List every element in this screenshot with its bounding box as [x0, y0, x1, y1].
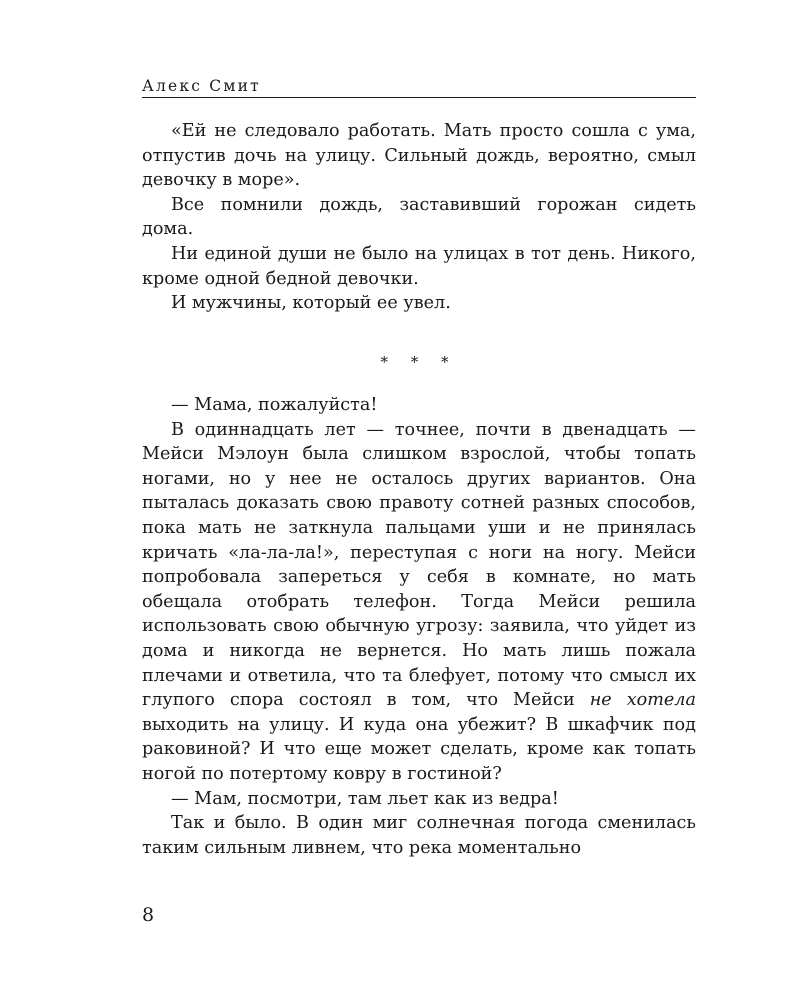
paragraph: Все помнили дождь, заставивший горожан сидеть дома.: [142, 194, 696, 240]
running-header: [142, 77, 696, 98]
paragraph: — Мама, пожалуйста!: [171, 395, 378, 415]
header-author: Алекс Смит: [142, 77, 261, 95]
paragraph: «Ей не следовало работать. Мать просто сошла с ума, отпустив дочь на улицу. Сильный дождь, вероятно, смыл девочку в море».: [142, 121, 696, 191]
section-separator: * * *: [380, 353, 458, 371]
text-block-intro: [142, 119, 696, 316]
italic-emphasis: не хотела: [589, 690, 696, 711]
text-block-main: [142, 393, 696, 860]
page-number: 8: [142, 904, 155, 926]
text-run: В одиннадцать лет — точнее, почти в двенадцать — Мейси Мэлоун была слишком взрослой, чтобы топать ногами, но у нее не осталось других вариантов. Она пыталась доказать свою правоту сотней разных способов, пока мать не заткнула пальцами уши и не принялась кричать «ла-ла-ла!», переступая с ноги на ногу. Мейси попробовала запереться у себя в комнате, но мать обещала отобрать телефон. Тогда Мейси решила использовать свою обычную угрозу: заявила, что уйдет из дома и никогда не вернется. Но мать лишь пожала плечами и ответила, что та блефует, потому что смысл их глупого спора состоял в том, что Мейси: [142, 419, 696, 711]
paragraph: [142, 418, 696, 787]
text-run: выходить на улицу. И куда она убежит? В шкафчик под раковиной? И что еще может сделать, кроме как топать ногой по потертому ковру в гостиной?: [142, 714, 696, 784]
paragraph: Ни единой души не было на улицах в тот день. Никого, кроме одной бедной девочки.: [142, 243, 696, 289]
paragraph: Так и было. В один миг солнечная погода сменилась таким сильным ливнем, что река моментально: [142, 813, 696, 858]
paragraph: И мужчины, который ее увел.: [171, 293, 451, 314]
paragraph: — Мам, посмотри, там льет как из ведра!: [171, 788, 559, 809]
